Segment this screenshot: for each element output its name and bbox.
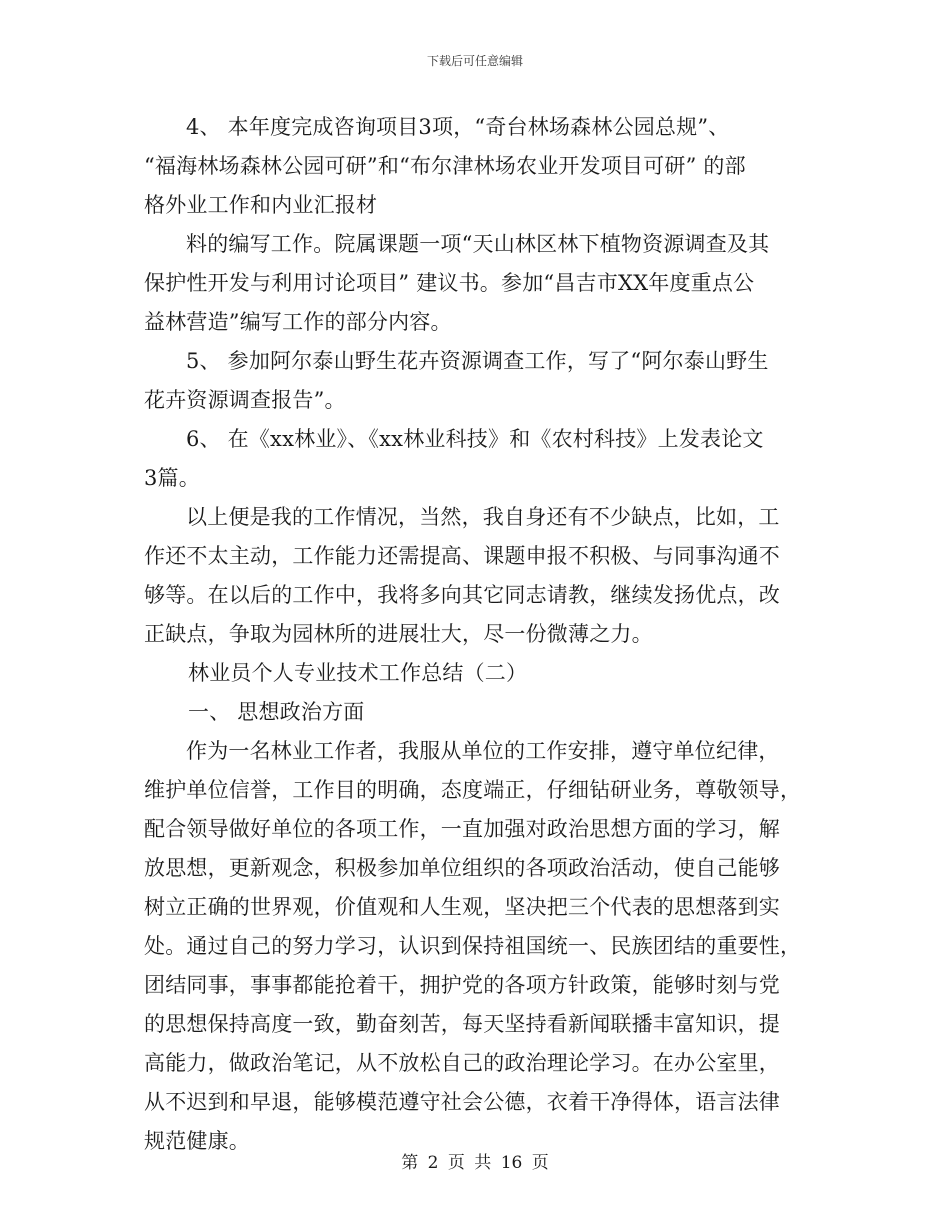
body-line: 益林营造”编写工作的部分内容。 (144, 310, 452, 334)
body-line: 保护性开发与利用讨论项目” 建议书。参加“昌吉市XX年度重点公 (144, 271, 755, 295)
body-line: 配合领导做好单位的各项工作，一直加强对政治思想方面的学习，解 (144, 817, 780, 841)
section-title: 林业员个人专业技术工作总结（二） (188, 661, 528, 685)
body-line: 处。通过自己的努力学习，认识到保持祖国统一、民族团结的重要性， (144, 934, 802, 958)
body-line: 从不迟到和早退，能够模范遵守社会公德，衣着干净得体，语言法律 (144, 1090, 780, 1114)
body-line: 维护单位信誉，工作目的明确，态度端正，仔细钻研业务，尊敬领导， (144, 778, 802, 802)
body-line: 作为一名林业工作者，我服从单位的工作安排，遵守单位纪律， (186, 739, 780, 763)
body-line: 够等。在以后的工作中，我将多向其它同志请教，继续发扬优点，改 (144, 583, 780, 607)
body-line: 正缺点，争取为园林所的进展壮大，尽一份微薄之力。 (144, 622, 653, 646)
page-header: 下载后可任意编辑 (426, 54, 523, 68)
body-line: 6、 在《xx林业》、《xx林业科技》和《农村科技》上发表论文 (186, 427, 764, 451)
body-line: 团结同事，事事都能抢着干，拥护党的各项方针政策，能够时刻与党 (144, 973, 780, 997)
body-line: 的思想保持高度一致，勤奋刻苦，每天坚持看新闻联播丰富知识，提 (144, 1012, 780, 1036)
body-line: 作还不太主动，工作能力还需提高、课题申报不积极、与同事沟通不 (144, 544, 780, 568)
body-line: 花卉资源调查报告”。 (144, 388, 346, 412)
body-line: 3篇。 (144, 466, 200, 490)
body-line: 5、 参加阿尔泰山野生花卉资源调查工作，写了“阿尔泰山野生 (186, 349, 769, 373)
body-line: 放思想，更新观念，积极参加单位组织的各项政治活动，使自己能够 (144, 856, 780, 880)
section-heading: 一、 思想政治方面 (188, 700, 365, 724)
page-number: 第 2 页 共 16 页 (401, 1153, 549, 1173)
body-line: 规范健康。 (144, 1129, 250, 1153)
body-line: 料的编写工作。院属课题一项“天山林区林下植物资源调查及其 (186, 232, 770, 256)
body-line: 树立正确的世界观，价值观和人生观，坚决把三个代表的思想落到实 (144, 895, 780, 919)
body-line: 格外业工作和内业汇报材 (144, 193, 378, 217)
body-line: 以上便是我的工作情况，当然，我自身还有不少缺点，比如，工 (186, 505, 780, 529)
body-line: 4、 本年度完成咨询项目3项，“奇台林场森林公园总规”、 (186, 115, 730, 139)
body-line: “福海林场森林公园可研”和“布尔津林场农业开发项目可研” 的部 (144, 154, 746, 178)
body-line: 高能力，做政治笔记，从不放松自己的政治理论学习。在办公室里， (144, 1051, 780, 1075)
document-body (144, 108, 808, 1161)
